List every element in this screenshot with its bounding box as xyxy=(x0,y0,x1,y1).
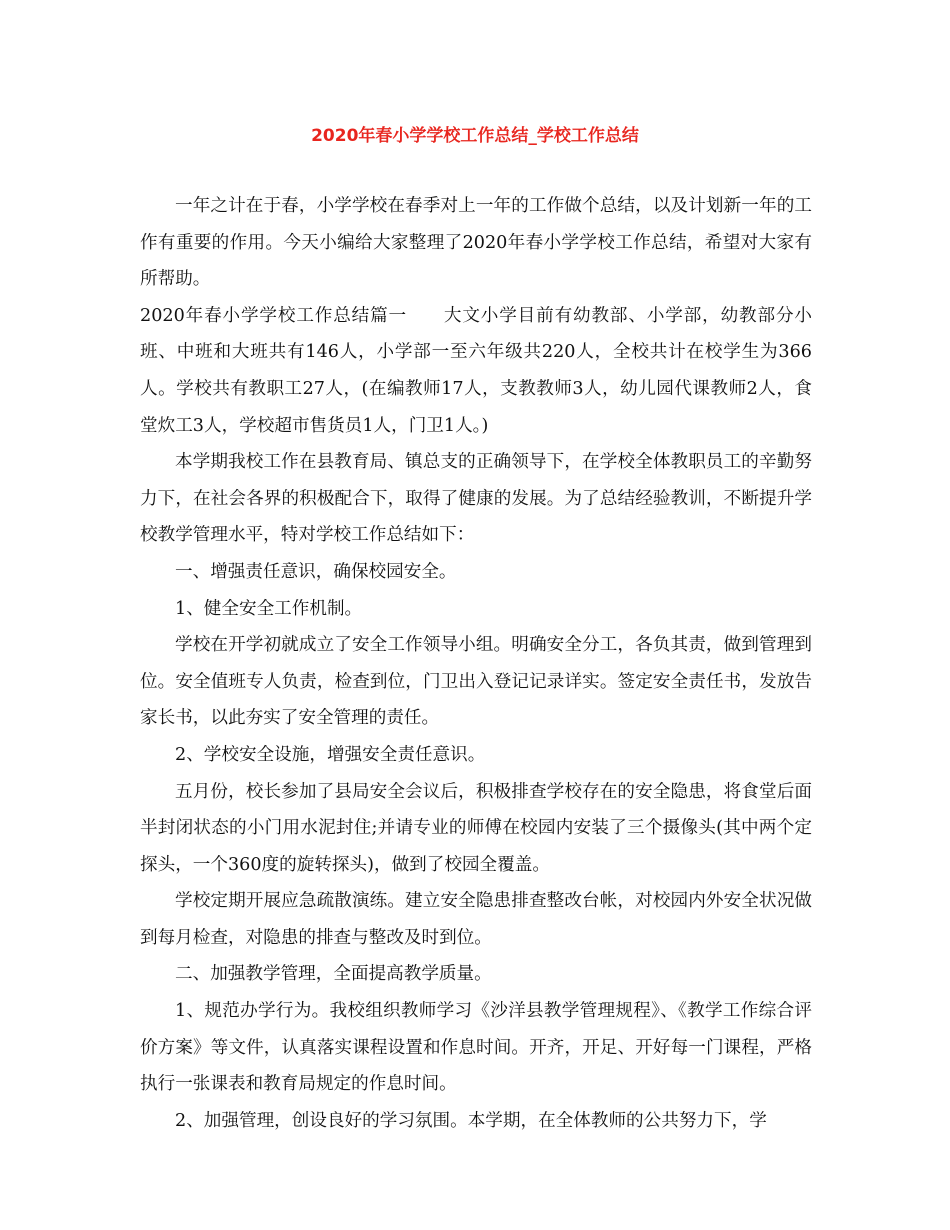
subsection-heading: 1、健全安全工作机制。 xyxy=(175,598,363,619)
document-body xyxy=(140,188,812,1139)
paragraph: 五月份，校长参加了县局安全会议后，积极排查学校存在的安全隐患，将食堂后面半封闭状态的小门用水泥封住;并请专业的师傅在校园内安装了三个摄像头(其中两个定探头，一个360度的旋转探头)，做到了校园全覆盖。 xyxy=(140,781,812,875)
paragraph: 2020年春小学学校工作总结篇一 大文小学目前有幼教部、小学部，幼教部分小班、中班和大班共有146人，小学部一至六年级共220人，全校共计在校学生为366人。学校共有教职工27人，(在编教师17人，支教教师3人，幼儿园代课教师2人，食堂炊工3人，学校超市售货员1人，门卫1人。) xyxy=(140,305,812,436)
paragraph: 学校定期开展应急疏散演练。建立安全隐患排查整改台帐，对校园内外安全状况做到每月检查，对隐患的排查与整改及时到位。 xyxy=(140,891,812,948)
section-heading: 二、加强教学管理，全面提高教学质量。 xyxy=(175,964,492,985)
document-title: 2020年春小学学校工作总结_学校工作总结 xyxy=(311,126,639,146)
subsection-heading: 2、学校安全设施，增强安全责任意识。 xyxy=(175,744,486,765)
paragraph: 一年之计在于春，小学学校在春季对上一年的工作做个总结，以及计划新一年的工作有重要的作用。今天小编给大家整理了2020年春小学学校工作总结，希望对大家有所帮助。 xyxy=(140,196,812,290)
section-heading: 一、增强责任意识，确保校园安全。 xyxy=(175,561,457,582)
paragraph: 1、规范办学行为。我校组织教师学习《沙洋县教学管理规程》、《教学工作综合评价方案》等文件，认真落实课程设置和作息时间。开齐，开足、开好每一门课程，严格执行一张课表和教育局规定的作息时间。 xyxy=(140,1001,812,1095)
paragraph: 学校在开学初就成立了安全工作领导小组。明确安全分工，各负其责，做到管理到位。安全值班专人负责，检查到位，门卫出入登记记录详实。签定安全责任书，发放告家长书，以此夯实了安全管理的责任。 xyxy=(140,635,812,729)
paragraph: 本学期我校工作在县教育局、镇总支的正确领导下，在学校全体教职员工的辛勤努力下，在社会各界的积极配合下，取得了健康的发展。为了总结经验教训，不断提升学校教学管理水平，特对学校工作总结如下： xyxy=(140,452,812,546)
paragraph: 2、加强管理，创设良好的学习氛围。本学期，在全体教师的公共努力下，学 xyxy=(175,1110,767,1131)
